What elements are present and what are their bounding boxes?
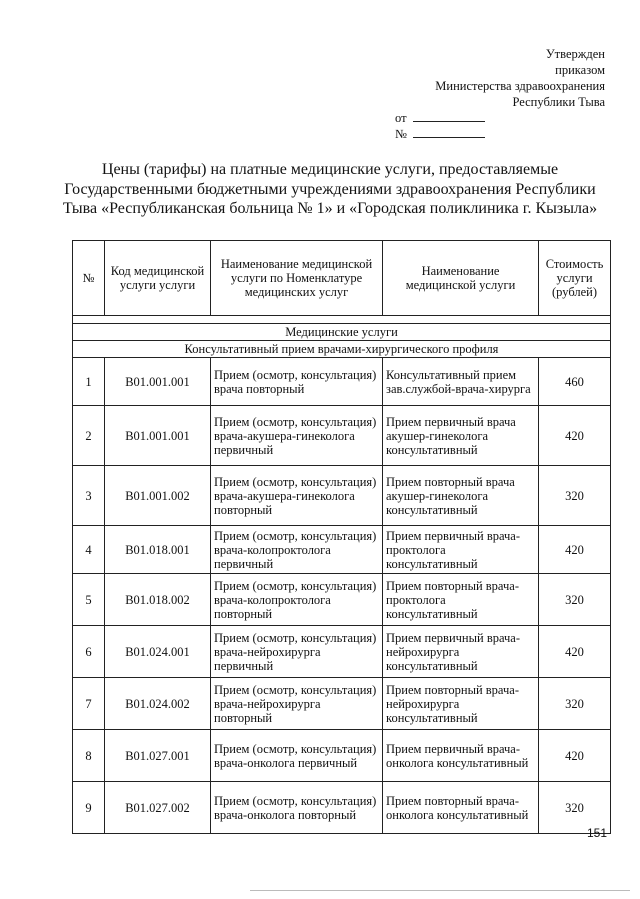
row-service-name: Прием первичный врача-онколога консультативный (383, 730, 539, 782)
row-price: 320 (539, 782, 611, 834)
row-nomenclature-name: Прием (осмотр, консультация) врача повторный (211, 358, 383, 406)
row-price: 320 (539, 574, 611, 626)
row-nomenclature-name: Прием (осмотр, консультация) врача-акушера-гинеколога первичный (211, 406, 383, 466)
approval-date-line (375, 110, 605, 126)
table-subsection-row (73, 341, 611, 358)
bottom-divider (250, 890, 630, 891)
row-service-code: B01.018.002 (105, 574, 211, 626)
document-title-line: Государственными бюджетными учреждениями здравоохранения Республики (64, 180, 596, 198)
row-service-code: B01.027.001 (105, 730, 211, 782)
table-section-row (73, 324, 611, 341)
row-number: 2 (73, 406, 105, 466)
header-number: № (73, 241, 105, 316)
row-number: 9 (73, 782, 105, 834)
table-row (73, 358, 611, 406)
approval-line-order: приказом (555, 63, 605, 77)
row-number: 7 (73, 678, 105, 730)
row-service-code: B01.024.001 (105, 626, 211, 678)
row-service-name: Прием повторный врача-онколога консультативный (383, 782, 539, 834)
row-service-code: B01.018.001 (105, 526, 211, 574)
row-service-code: B01.024.002 (105, 678, 211, 730)
row-service-name: Консультативный прием зав.службой-врача-хирурга (383, 358, 539, 406)
row-number: 5 (73, 574, 105, 626)
subsection-title: Консультативный прием врачами-хирургического профиля (73, 341, 611, 358)
header-service-name: Наименование медицинской услуги (383, 241, 539, 316)
row-nomenclature-name: Прием (осмотр, консультация) врача-нейрохирурга первичный (211, 626, 383, 678)
row-nomenclature-name: Прием (осмотр, консультация) врача-онколога повторный (211, 782, 383, 834)
row-service-code: B01.027.002 (105, 782, 211, 834)
table-header-row (73, 241, 611, 316)
header-price: Стоимость услуги (рублей) (539, 241, 611, 316)
approval-stamp (375, 46, 605, 142)
row-service-code: B01.001.001 (105, 358, 211, 406)
row-number: 8 (73, 730, 105, 782)
row-service-name: Прием первичный врача-проктолога консультативный (383, 526, 539, 574)
section-title: Медицинские услуги (73, 324, 611, 341)
row-price: 320 (539, 678, 611, 730)
document-title-line: Тыва «Республиканская больница № 1» и «Городская поликлиника г. Кызыла» (62, 200, 598, 217)
approval-number-blank (413, 126, 485, 138)
row-price: 420 (539, 526, 611, 574)
row-service-code: B01.001.001 (105, 406, 211, 466)
row-nomenclature-name: Прием (осмотр, консультация) врача-онколога первичный (211, 730, 383, 782)
row-nomenclature-name: Прием (осмотр, консультация) врача-колопроктолога повторный (211, 574, 383, 626)
table-row (73, 466, 611, 526)
table-row (73, 782, 611, 834)
approval-line-approved: Утвержден (545, 47, 605, 61)
row-price: 420 (539, 730, 611, 782)
row-price: 420 (539, 406, 611, 466)
approval-date-label: от (395, 111, 407, 125)
document-title (40, 160, 620, 219)
approval-line-ministry: Министерства здравоохранения (435, 79, 605, 93)
row-number: 6 (73, 626, 105, 678)
row-price: 320 (539, 466, 611, 526)
row-nomenclature-name: Прием (осмотр, консультация) врача-акушера-гинеколога повторный (211, 466, 383, 526)
row-service-code: B01.001.002 (105, 466, 211, 526)
table-row (73, 526, 611, 574)
table-row (73, 574, 611, 626)
row-price: 460 (539, 358, 611, 406)
row-number: 1 (73, 358, 105, 406)
row-service-name: Прием повторный врача-нейрохирурга консультативный (383, 678, 539, 730)
row-nomenclature-name: Прием (осмотр, консультация) врача-нейрохирурга повторный (211, 678, 383, 730)
row-service-name: Прием первичный врача акушер-гинеколога консультативный (383, 406, 539, 466)
row-price: 420 (539, 626, 611, 678)
header-nomenclature-name: Наименование медицинской услуги по Номенклатуре медицинских услуг (211, 241, 383, 316)
row-service-name: Прием повторный врача-проктолога консультативный (383, 574, 539, 626)
table-row (73, 626, 611, 678)
page-number: 151 (586, 826, 607, 840)
table-row (73, 678, 611, 730)
table-row (73, 730, 611, 782)
row-nomenclature-name: Прием (осмотр, консультация) врача-колопроктолога первичный (211, 526, 383, 574)
approval-line-republic: Республики Тыва (512, 95, 605, 109)
table-spacer-row (73, 316, 611, 324)
table-row (73, 406, 611, 466)
document-title-line: Цены (тарифы) на платные медицинские услуги, предоставляемые (101, 161, 559, 178)
row-service-name: Прием повторный врача акушер-гинеколога консультативный (383, 466, 539, 526)
row-service-name: Прием первичный врача-нейрохирурга консультативный (383, 626, 539, 678)
approval-date-blank (413, 110, 485, 122)
approval-number-line (375, 126, 605, 142)
row-number: 3 (73, 466, 105, 526)
approval-number-label: № (395, 127, 407, 141)
tariff-table (72, 240, 611, 834)
header-service-code: Код медицинской услуги услуги (105, 241, 211, 316)
row-number: 4 (73, 526, 105, 574)
